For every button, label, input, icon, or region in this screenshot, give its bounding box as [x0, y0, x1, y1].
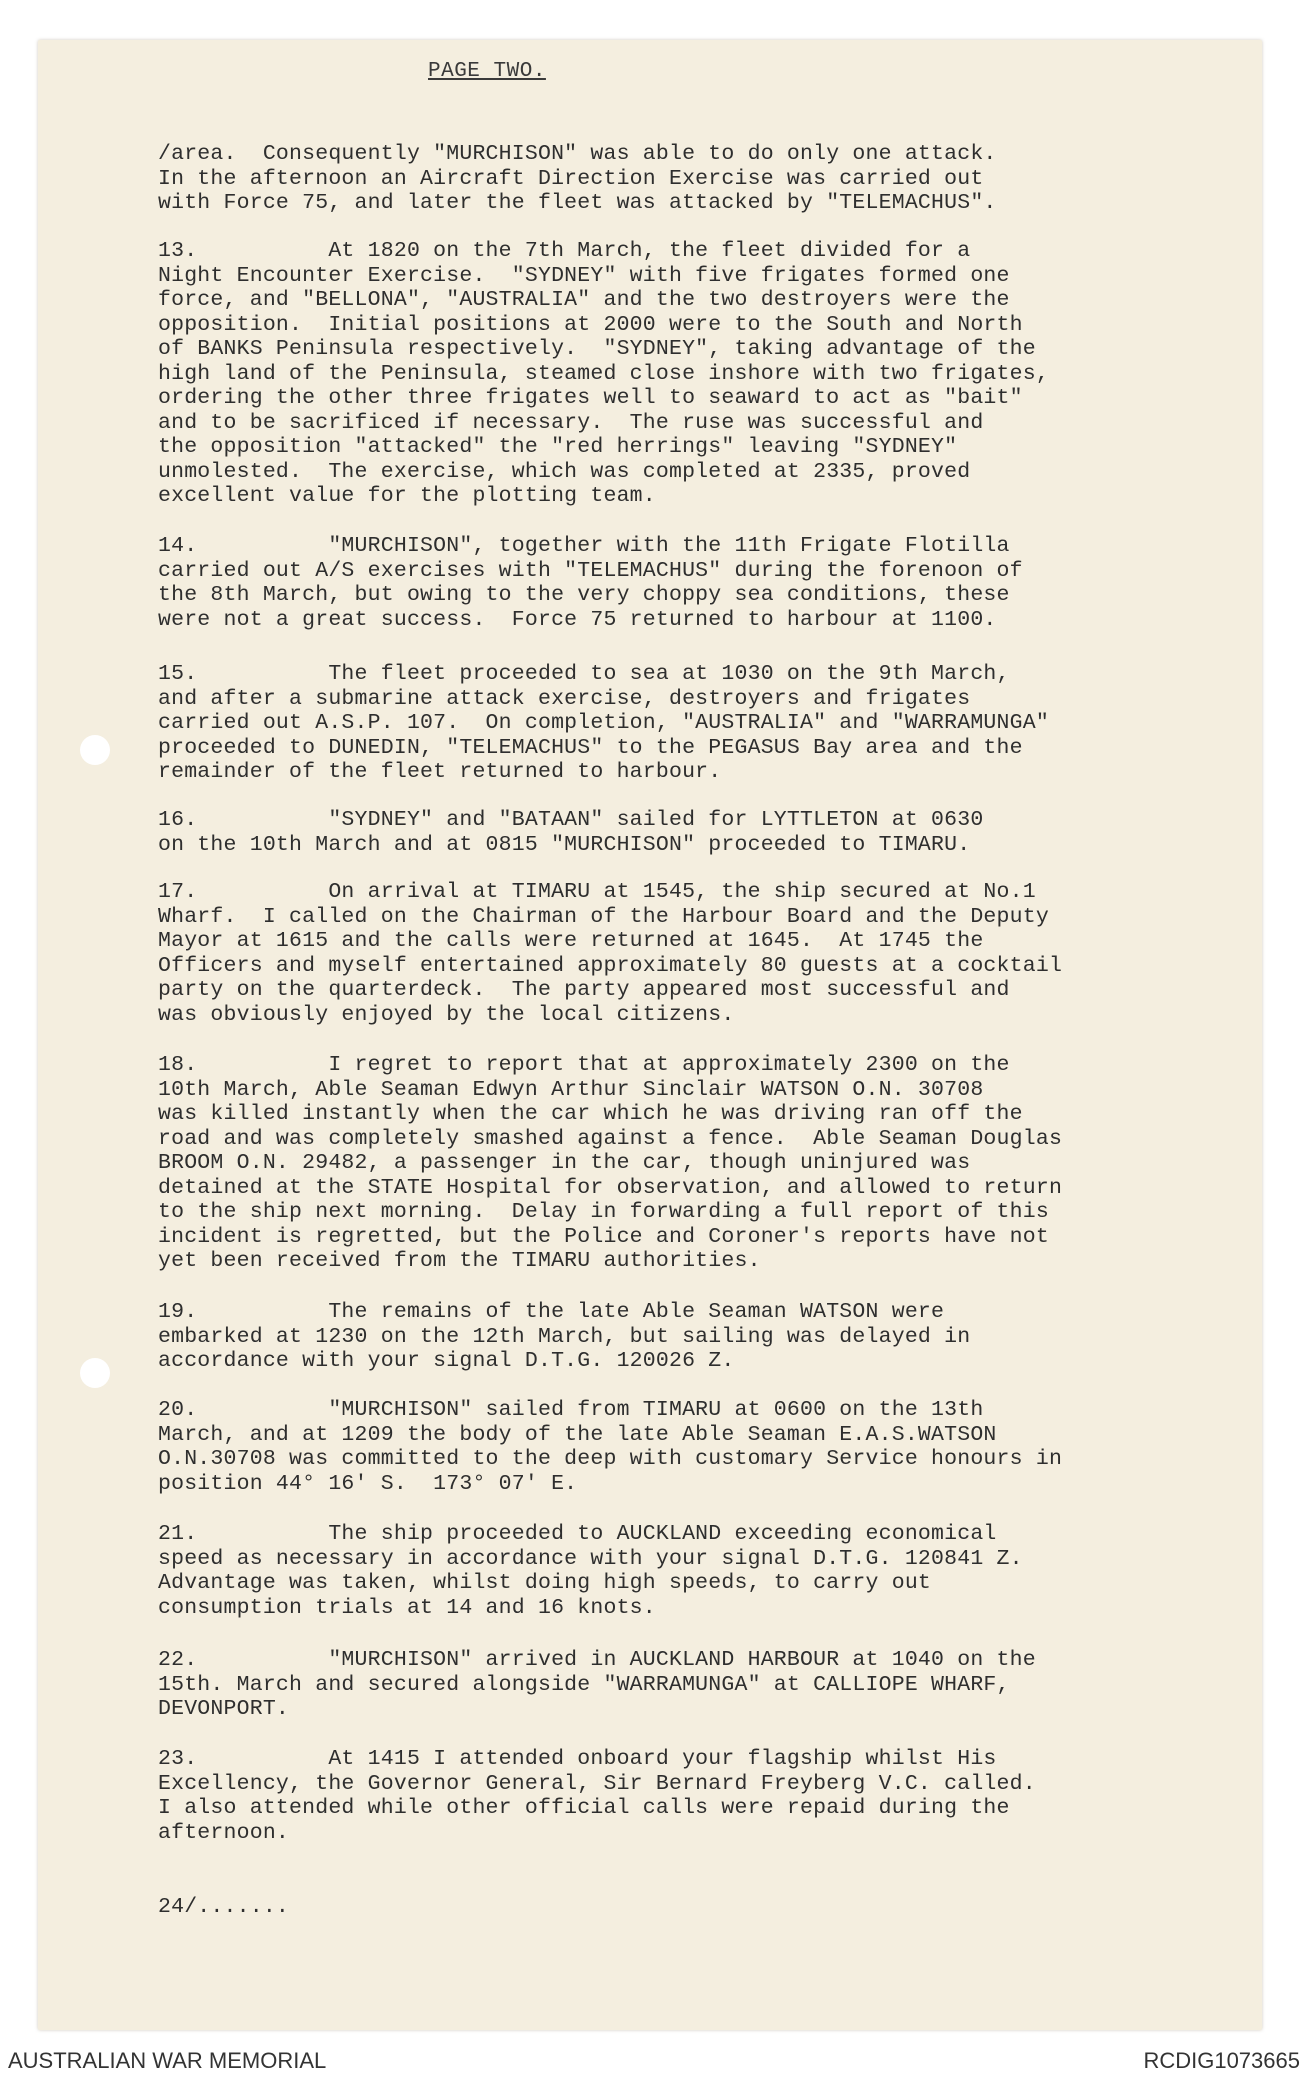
- paragraph-22: [158, 1648, 1218, 1722]
- text-line: 14. "MURCHISON", together with the 11th Frigate Flotilla: [158, 534, 1010, 558]
- text-line: Mayor at 1615 and the calls were returned at 1645. At 1745 the: [158, 929, 984, 953]
- text-line: high land of the Peninsula, steamed close inshore with two frigates,: [158, 361, 1049, 386]
- text-line: afternoon.: [158, 1820, 290, 1845]
- paragraph-19: [158, 1300, 1218, 1374]
- text-line: 17. On arrival at TIMARU at 1545, the ship secured at No.1: [158, 880, 1036, 904]
- text-line: 22. "MURCHISON" arrived in AUCKLAND HARBOUR at 1040 on the: [158, 1648, 1036, 1672]
- text-line: March, and at 1209 the body of the late Able Seaman E.A.S.WATSON: [158, 1422, 997, 1447]
- paragraph-17: [158, 880, 1218, 1027]
- paragraph-18: [158, 1053, 1218, 1274]
- text-line: 19. The remains of the late Able Seaman WATSON were: [158, 1300, 945, 1324]
- text-line: Officers and myself entertained approximately 80 guests at a cocktail: [158, 953, 1063, 978]
- text-line: detained at the STATE Hospital for observation, and allowed to return: [158, 1175, 1063, 1200]
- text-line: 21. The ship proceeded to AUCKLAND exceeding economical: [158, 1522, 997, 1546]
- text-line: O.N.30708 was committed to the deep with customary Service honours in: [158, 1447, 1063, 1471]
- page-heading: PAGE TWO.: [428, 60, 546, 83]
- paragraph-continuation: [158, 142, 1218, 216]
- text-line: excellent value for the plotting team.: [158, 484, 656, 508]
- text-line: carried out A.S.P. 107. On completion, "AUSTRALIA" and "WARRAMUNGA": [158, 711, 1049, 735]
- text-line: were not a great success. Force 75 returned to harbour at 1100.: [158, 607, 997, 632]
- text-line: Wharf. I called on the Chairman of the Harbour Board and the Deputy: [158, 904, 1049, 929]
- text-line: force, and "BELLONA", "AUSTRALIA" and the two destroyers were the: [158, 288, 1010, 312]
- text-line: on the 10th March and at 0815 "MURCHISON" proceeded to TIMARU.: [158, 832, 971, 857]
- paragraph-23: [158, 1747, 1218, 1845]
- text-line: Excellency, the Governor General, Sir Bernard Freyberg V.C. called.: [158, 1771, 1036, 1796]
- text-line: Advantage was taken, whilst doing high speeds, to carry out: [158, 1571, 932, 1595]
- text-line: Night Encounter Exercise. "SYDNEY" with five frigates formed one: [158, 263, 1010, 288]
- text-line: the 8th March, but owing to the very choppy sea conditions, these: [158, 583, 1010, 607]
- footer-record-id: RCDIG1073665: [1143, 2048, 1300, 2073]
- text-line: and to be sacrificed if necessary. The ruse was successful and: [158, 410, 984, 435]
- text-line: 15. The fleet proceeded to sea at 1030 on the 9th March,: [158, 662, 1010, 686]
- text-line: 24/.......: [158, 1895, 290, 1919]
- paragraph-20: [158, 1398, 1218, 1496]
- text-line: speed as necessary in accordance with your signal D.T.G. 120841 Z.: [158, 1546, 1023, 1571]
- text-line: accordance with your signal D.T.G. 120026 Z.: [158, 1349, 735, 1373]
- text-line: road and was completely smashed against a fence. Able Seaman Douglas: [158, 1126, 1063, 1151]
- text-line: to the ship next morning. Delay in forwarding a full report of this: [158, 1200, 1049, 1224]
- text-line: ordering the other three frigates well to seaward to act as "bait": [158, 386, 1023, 410]
- text-line: 13. At 1820 on the 7th March, the fleet divided for a: [158, 239, 971, 263]
- text-line: with Force 75, and later the fleet was attacked by "TELEMACHUS".: [158, 191, 997, 215]
- footer-archive-name: AUSTRALIAN WAR MEMORIAL: [8, 2048, 327, 2073]
- paragraph-15: [158, 662, 1218, 785]
- text-line: 23. At 1415 I attended onboard your flagship whilst His: [158, 1747, 997, 1771]
- paragraph-13: [158, 239, 1218, 509]
- text-line: In the afternoon an Aircraft Direction Exercise was carried out: [158, 166, 984, 191]
- continuation-marker: [158, 1895, 1218, 1920]
- text-line: consumption trials at 14 and 16 knots.: [158, 1595, 656, 1620]
- text-line: proceeded to DUNEDIN, "TELEMACHUS" to the PEGASUS Bay area and the: [158, 735, 1023, 760]
- paragraph-16: [158, 808, 1218, 857]
- text-line: the opposition "attacked" the "red herrings" leaving "SYDNEY": [158, 435, 958, 459]
- text-line: 18. I regret to report that at approximately 2300 on the: [158, 1053, 1010, 1077]
- text-line: 16. "SYDNEY" and "BATAAN" sailed for LYTTLETON at 0630: [158, 808, 984, 832]
- text-line: position 44° 16' S. 173° 07' E.: [158, 1471, 578, 1496]
- text-line: 10th March, Able Seaman Edwyn Arthur Sinclair WATSON O.N. 30708: [158, 1077, 984, 1102]
- text-line: /area. Consequently "MURCHISON" was able to do only one attack.: [158, 142, 997, 166]
- paragraph-14: [158, 534, 1218, 632]
- paragraph-21: [158, 1522, 1218, 1620]
- text-line: opposition. Initial positions at 2000 were to the South and North: [158, 312, 1023, 337]
- text-line: was killed instantly when the car which he was driving ran off the: [158, 1102, 1023, 1126]
- text-line: 15th. March and secured alongside "WARRAMUNGA" at CALLIOPE WHARF,: [158, 1672, 1010, 1697]
- text-line: party on the quarterdeck. The party appeared most successful and: [158, 978, 1010, 1002]
- text-line: of BANKS Peninsula respectively. "SYDNEY", taking advantage of the: [158, 337, 1036, 361]
- text-line: was obviously enjoyed by the local citizens.: [158, 1002, 735, 1027]
- text-line: and after a submarine attack exercise, destroyers and frigates: [158, 686, 971, 711]
- punch-hole-top: [80, 735, 110, 765]
- text-line: remainder of the fleet returned to harbour.: [158, 760, 722, 784]
- punch-hole-bottom: [80, 1358, 110, 1388]
- text-line: carried out A/S exercises with "TELEMACHUS" during the forenoon of: [158, 558, 1023, 583]
- text-line: BROOM O.N. 29482, a passenger in the car, though uninjured was: [158, 1151, 971, 1175]
- text-line: I also attended while other official calls were repaid during the: [158, 1796, 1010, 1820]
- text-line: embarked at 1230 on the 12th March, but sailing was delayed in: [158, 1324, 971, 1349]
- text-line: yet been received from the TIMARU authorities.: [158, 1249, 761, 1273]
- text-line: unmolested. The exercise, which was completed at 2335, proved: [158, 459, 971, 484]
- text-line: incident is regretted, but the Police and Coroner's reports have not: [158, 1224, 1049, 1249]
- text-line: 20. "MURCHISON" sailed from TIMARU at 0600 on the 13th: [158, 1398, 984, 1422]
- text-line: DEVONPORT.: [158, 1697, 290, 1721]
